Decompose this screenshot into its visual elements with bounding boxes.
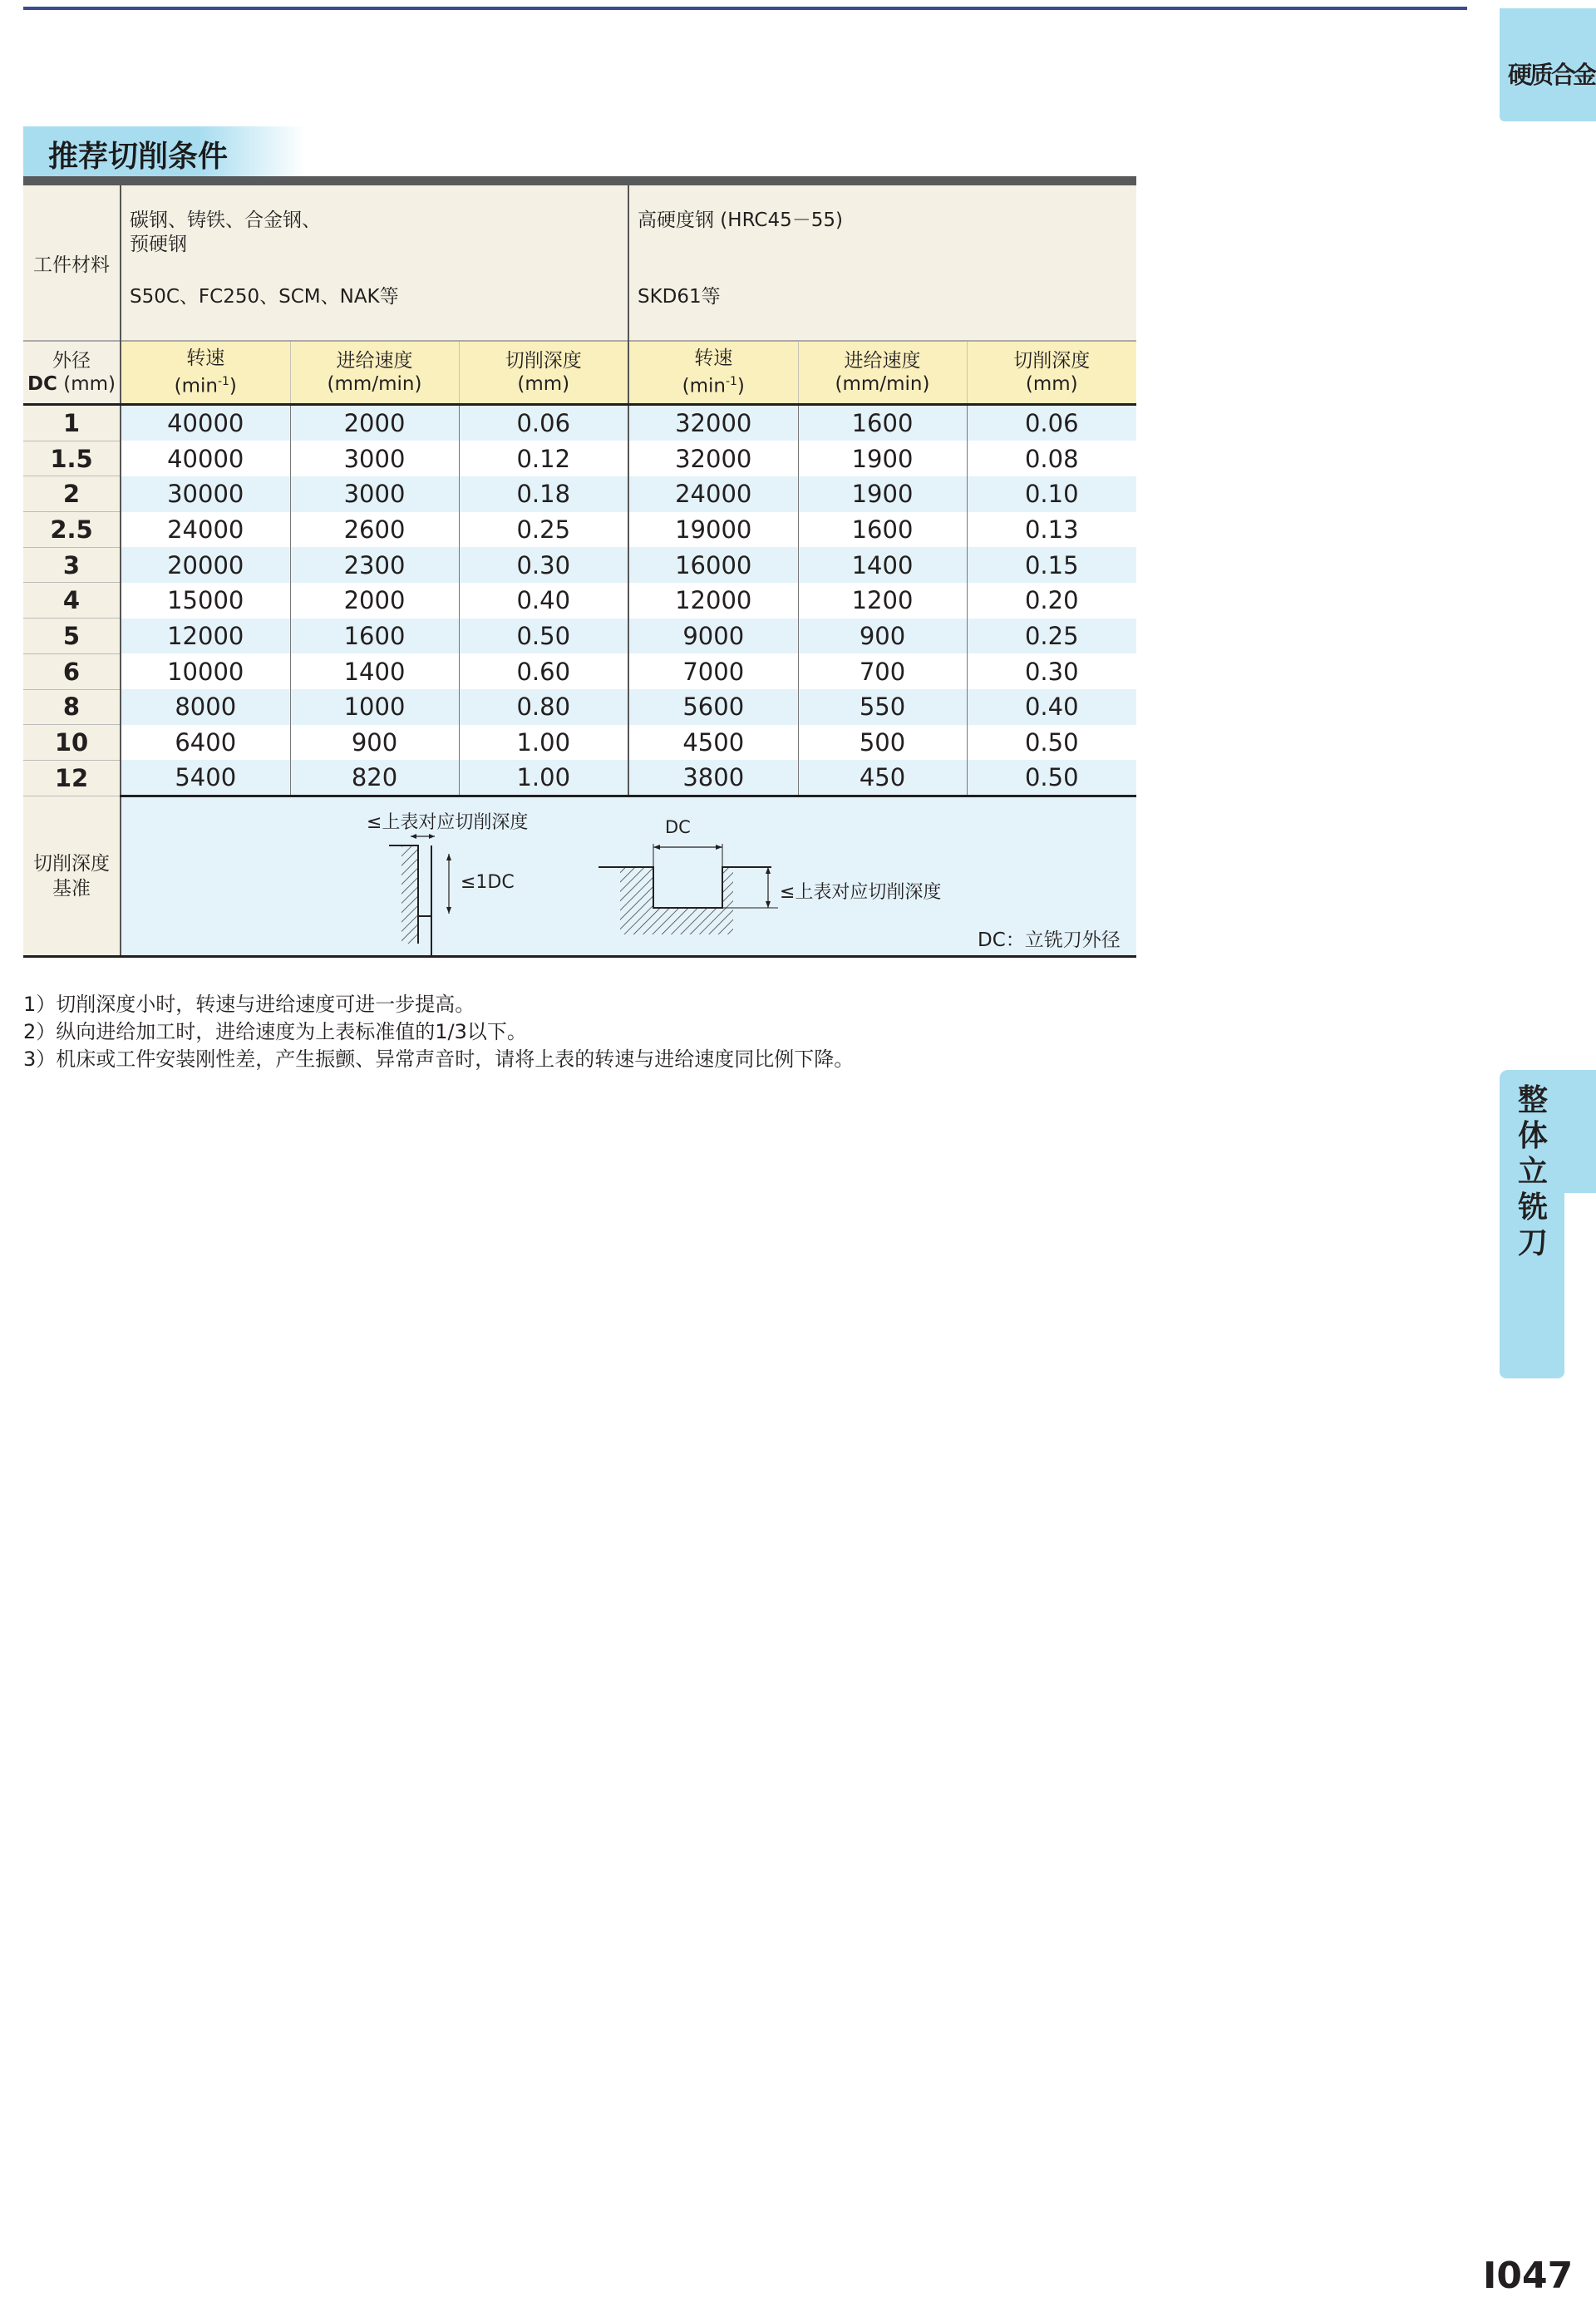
value-cell-s2: 7000 [628,653,798,689]
material-group-2-line1: 高硬度钢 (HRC45－55) [638,210,843,231]
value-cell-f2: 1400 [798,547,967,583]
header-row [23,341,1136,405]
material-group-1-line1: 碳钢、铸铁、合金钢、 [130,210,321,231]
value-cell-d1: 0.06 [459,405,628,441]
header-speed-1: 转速 $(\min^{-1})$ [121,341,290,405]
value-cell-d2: 0.50 [967,725,1136,761]
note-3: 3）机床或工件安装刚性差，产生振颤、异常声音时，请将上表的转速与进给速度同比例下降。 [23,1048,855,1071]
dc-cell: 1 [23,405,121,441]
value-cell-d2: 0.20 [967,583,1136,619]
value-cell-s2: 3800 [628,760,798,796]
value-cell-s2: 12000 [628,583,798,619]
material-group-1-examples: S50C、FC250、SCM、NAK等 [130,286,399,308]
value-cell-d2: 0.25 [967,619,1136,654]
header-speed-2: 转速 $(\min^{-1})$ [628,341,798,405]
value-cell-f1: 2000 [290,405,459,441]
value-cell-f2: 500 [798,725,967,761]
value-cell-f1: 3000 [290,441,459,476]
data-rows [23,405,1136,796]
top-rule [23,7,1467,10]
depth-reference-diagram [121,796,1136,957]
slot-dc-label: DC [665,817,691,838]
value-cell-d1: 0.30 [459,547,628,583]
value-cell-s1: 10000 [121,653,290,689]
value-cell-s2: 4500 [628,725,798,761]
value-cell-f1: 1000 [290,689,459,725]
slot-depth-note: ≤上表对应切削深度 [780,882,942,904]
slot-milling-diagram [598,844,778,934]
depth-reference-label: 切削深度 基准 [23,796,121,957]
value-cell-s2: 32000 [628,441,798,476]
value-cell-f2: 1600 [798,512,967,548]
value-cell-d2: 0.10 [967,476,1136,512]
value-cell-f1: 1400 [290,653,459,689]
header-dc: 外径 DC (mm) [23,341,121,405]
value-cell-f2: 450 [798,760,967,796]
value-cell-f2: 1900 [798,476,967,512]
table-row [23,653,1136,689]
side-depth-note: ≤上表对应切削深度 [367,812,529,834]
value-cell-s2: 32000 [628,405,798,441]
side-axial-note: ≤1DC [461,872,515,894]
value-cell-d1: 0.25 [459,512,628,548]
value-cell-f1: 3000 [290,476,459,512]
header-feed-2: 进给速度 (mm/min) [798,341,967,405]
value-cell-d1: 0.60 [459,653,628,689]
note-1: 1）切削深度小时，转速与进给速度可进一步提高。 [23,993,475,1016]
material-group-1-line2: 预硬钢 [130,234,187,255]
table-row [23,760,1136,796]
value-cell-d1: 0.18 [459,476,628,512]
value-cell-d2: 0.13 [967,512,1136,548]
dc-cell: 2.5 [23,512,121,548]
note-2: 2）纵向进给加工时，进给速度为上表标准值的1/3以下。 [23,1020,527,1043]
dc-cell: 6 [23,653,121,689]
table-row [23,405,1136,441]
side-tab-solid-endmill[interactable]: 整体立铣刀 [1517,1083,1548,1260]
header-depth-2: 切削深度 (mm) [967,341,1136,405]
value-cell-f2: 1200 [798,583,967,619]
value-cell-f2: 1600 [798,405,967,441]
value-cell-f2: 1900 [798,441,967,476]
value-cell-s1: 12000 [121,619,290,654]
table-row [23,441,1136,476]
dc-cell: 2 [23,476,121,512]
value-cell-s1: 30000 [121,476,290,512]
value-cell-f1: 2000 [290,583,459,619]
value-cell-s1: 8000 [121,689,290,725]
table-row [23,619,1136,654]
value-cell-s2: 19000 [628,512,798,548]
category-tab-carbide[interactable] [1500,8,1596,121]
depth-reference-row [23,796,1136,957]
material-group-2-examples: SKD61等 [638,286,721,308]
value-cell-f2: 900 [798,619,967,654]
section-title-bar [23,126,306,176]
dc-cell: 5 [23,619,121,654]
material-label: 工件材料 [23,185,121,341]
dc-cell: 12 [23,760,121,796]
value-cell-f1: 900 [290,725,459,761]
value-cell-d2: 0.40 [967,689,1136,725]
value-cell-s1: 20000 [121,547,290,583]
value-cell-s1: 6400 [121,725,290,761]
header-feed-1: 进给速度 (mm/min) [290,341,459,405]
material-group-2 [628,185,1136,341]
value-cell-s2: 5600 [628,689,798,725]
page-number: I047 [1483,2255,1574,2297]
value-cell-d1: 0.40 [459,583,628,619]
cutting-conditions-table [23,176,1136,958]
category-tab-label: 硬质合金 [1508,61,1595,89]
value-cell-s1: 15000 [121,583,290,619]
table-row [23,583,1136,619]
dc-cell: 10 [23,725,121,761]
section-title: 推荐切削条件 [48,140,229,174]
value-cell-s2: 9000 [628,619,798,654]
value-cell-s1: 40000 [121,405,290,441]
value-cell-f1: 2600 [290,512,459,548]
value-cell-f2: 700 [798,653,967,689]
value-cell-f2: 550 [798,689,967,725]
dc-cell: 4 [23,583,121,619]
dc-cell: 3 [23,547,121,583]
table-row [23,689,1136,725]
value-cell-d1: 0.50 [459,619,628,654]
value-cell-d2: 0.50 [967,760,1136,796]
dc-legend: DC：立铣刀外径 [978,929,1121,952]
material-row [23,185,1136,341]
value-cell-s1: 40000 [121,441,290,476]
value-cell-d2: 0.15 [967,547,1136,583]
value-cell-s1: 5400 [121,760,290,796]
value-cell-d2: 0.30 [967,653,1136,689]
side-milling-diagram [389,834,451,955]
value-cell-f1: 1600 [290,619,459,654]
dc-cell: 1.5 [23,441,121,476]
header-depth-1: 切削深度 (mm) [459,341,628,405]
value-cell-f1: 820 [290,760,459,796]
table-row [23,725,1136,761]
value-cell-f1: 2300 [290,547,459,583]
table-top-bar [23,176,1136,185]
value-cell-d2: 0.08 [967,441,1136,476]
value-cell-s2: 24000 [628,476,798,512]
value-cell-d1: 1.00 [459,760,628,796]
material-group-1 [121,185,628,341]
value-cell-d1: 0.12 [459,441,628,476]
value-cell-d1: 0.80 [459,689,628,725]
value-cell-d1: 1.00 [459,725,628,761]
value-cell-s1: 24000 [121,512,290,548]
table-row [23,512,1136,548]
table-row [23,476,1136,512]
value-cell-s2: 16000 [628,547,798,583]
dc-cell: 8 [23,689,121,725]
table-row [23,547,1136,583]
value-cell-d2: 0.06 [967,405,1136,441]
